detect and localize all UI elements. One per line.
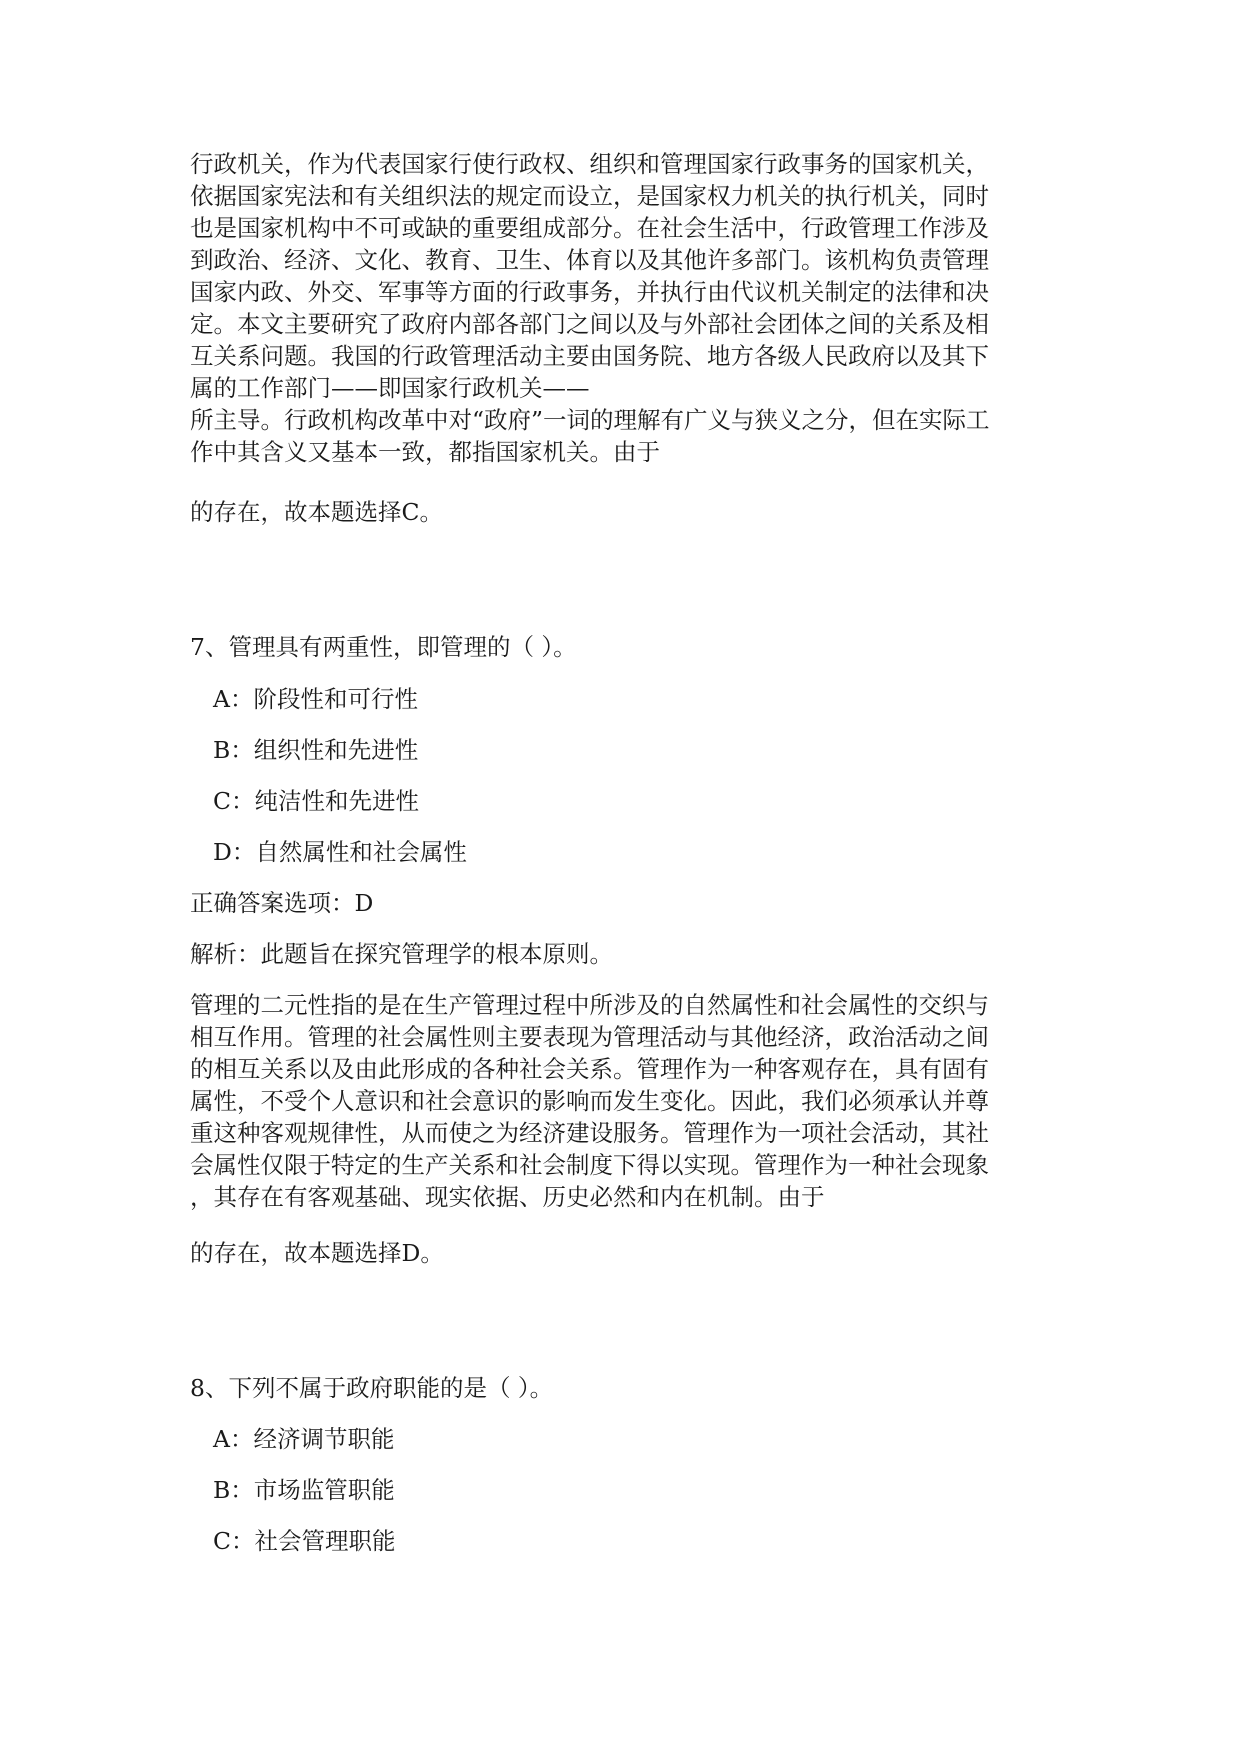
q8-option-a: A：经济调节职能: [213, 1425, 395, 1453]
paragraph-line: 管理的二元性指的是在生产管理过程中所涉及的自然属性和社会属性的交织与: [190, 991, 989, 1019]
paragraph-line: 定。本文主要研究了政府内部各部门之间以及与外部社会团体之间的关系及相: [190, 310, 989, 338]
prev-conclusion: 的存在，故本题选择C。: [190, 498, 443, 526]
question-7-text: 7、管理具有两重性，即管理的（ ）。: [190, 633, 577, 661]
q7-option-a: A：阶段性和可行性: [213, 685, 418, 713]
q7-option-c: C：纯洁性和先进性: [213, 787, 419, 815]
paragraph-line: 作中其含义又基本一致，都指国家机关。由于: [190, 438, 660, 466]
paragraph-line: 的相互关系以及由此形成的各种社会关系。管理作为一种客观存在，具有固有: [190, 1055, 989, 1083]
q7-correct-answer: 正确答案选项：D: [190, 889, 374, 917]
prev-explanation-paragraph: [190, 148, 1050, 468]
paragraph-line: 所主导。行政机构改革中对“政府”一词的理解有广义与狭义之分，但在实际工: [190, 406, 990, 434]
paragraph-line: ，其存在有客观基础、现实依据、历史必然和内在机制。由于: [190, 1183, 825, 1211]
q8-option-c: C：社会管理职能: [213, 1527, 396, 1555]
paragraph-line: 到政治、经济、文化、教育、卫生、体育以及其他许多部门。该机构负责管理: [190, 246, 989, 274]
paragraph-line: 属性，不受个人意识和社会意识的影响而发生变化。因此，我们必须承认并尊: [190, 1087, 989, 1115]
question-8-text: 8、下列不属于政府职能的是（ ）。: [190, 1374, 554, 1402]
paragraph-line: 属的工作部门——即国家行政机关——: [190, 374, 590, 402]
paragraph-line: 行政机关，作为代表国家行使行政权、组织和管理国家行政事务的国家机关，: [190, 150, 989, 178]
q7-conclusion: 的存在，故本题选择D。: [190, 1239, 444, 1267]
paragraph-line: 相互作用。管理的社会属性则主要表现为管理活动与其他经济，政治活动之间: [190, 1023, 989, 1051]
q7-option-d: D：自然属性和社会属性: [213, 838, 467, 866]
paragraph-line: 重这种客观规律性，从而使之为经济建设服务。管理作为一项社会活动，其社: [190, 1119, 989, 1147]
paragraph-line: 国家内政、外交、军事等方面的行政事务，并执行由代议机关制定的法律和决: [190, 278, 989, 306]
paragraph-line: 互关系问题。我国的行政管理活动主要由国务院、地方各级人民政府以及其下: [190, 342, 989, 370]
q7-option-b: B：组织性和先进性: [213, 736, 419, 764]
q7-explanation-paragraph: [190, 989, 1050, 1213]
q7-analysis-intro: 解析：此题旨在探究管理学的根本原则。: [190, 940, 613, 968]
q8-option-b: B：市场监管职能: [213, 1476, 395, 1504]
paragraph-line: 会属性仅限于特定的生产关系和社会制度下得以实现。管理作为一种社会现象: [190, 1151, 989, 1179]
paragraph-line: 也是国家机构中不可或缺的重要组成部分。在社会生活中，行政管理工作涉及: [190, 214, 989, 242]
paragraph-line: 依据国家宪法和有关组织法的规定而设立，是国家权力机关的执行机关，同时: [190, 182, 989, 210]
